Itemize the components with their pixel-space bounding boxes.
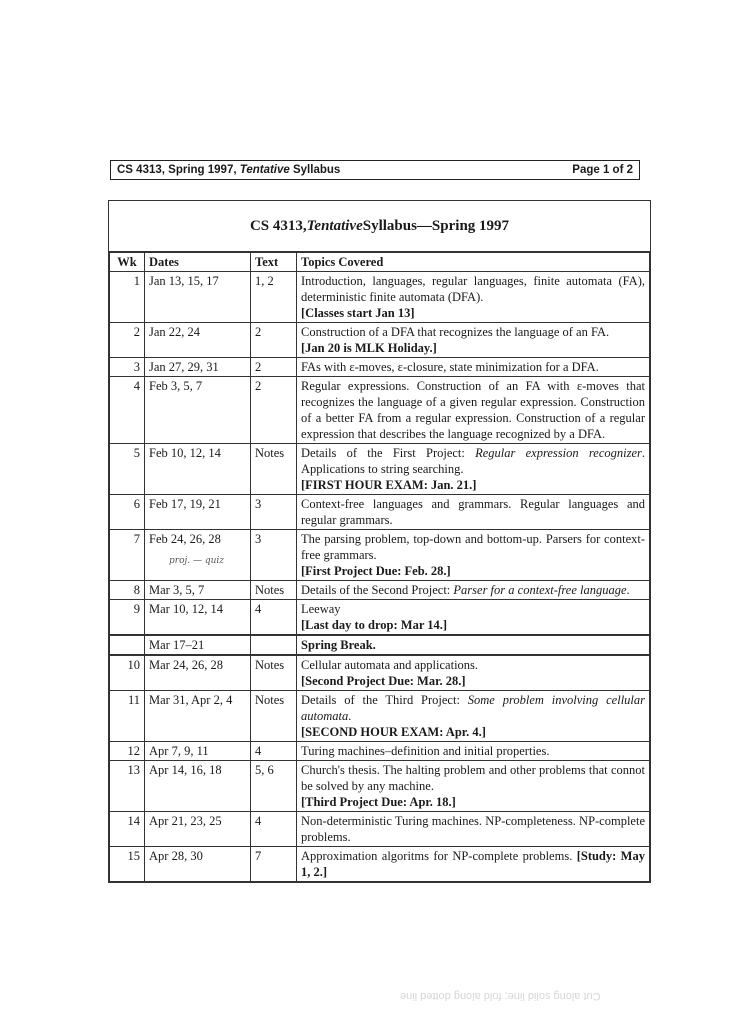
topic-bold-note: [Classes start Jan 13] (301, 306, 415, 320)
text-cell: Notes (251, 444, 297, 495)
topic-text: Details of the First Project: (301, 446, 476, 460)
topic-text: Details of the Second Project: (301, 583, 454, 597)
syllabus-title: CS 4313, Tentative Syllabus—Spring 1997 (109, 201, 650, 252)
table-row (110, 530, 650, 581)
topic-text: Turing machines–definition and initial properties. (301, 744, 550, 758)
dates-text: Apr 14, 16, 18 (149, 763, 222, 777)
text-cell: 3 (251, 530, 297, 581)
topic-bold-note: [Third Project Due: Apr. 18.] (301, 795, 456, 809)
topic-text: Approximation algoritms for NP-complete problems. (301, 849, 577, 863)
topic-text: Leeway (301, 602, 341, 616)
topic-cell (297, 761, 650, 812)
table-row (110, 761, 650, 812)
topic-text: Cellular automata and applications. (301, 658, 479, 672)
topic-cell (297, 742, 650, 761)
table-row (110, 581, 650, 600)
dates-cell (145, 691, 251, 742)
table-header-row (110, 253, 650, 272)
table-row (110, 358, 650, 377)
table-row (110, 635, 650, 655)
text-cell: 3 (251, 495, 297, 530)
topic-bold-note: [FIRST HOUR EXAM: Jan. 21.] (301, 478, 477, 492)
table-row (110, 812, 650, 847)
topic-cell (297, 581, 650, 600)
topic-bold-note: [Jan 20 is MLK Holiday.] (301, 341, 437, 355)
dates-text: Mar 31, Apr 2, 4 (149, 693, 233, 707)
topic-cell (297, 495, 650, 530)
dates-cell (145, 635, 251, 655)
dates-text: Mar 24, 26, 28 (149, 658, 223, 672)
syllabus-box (108, 200, 651, 883)
text-cell: 7 (251, 847, 297, 882)
dates-cell (145, 812, 251, 847)
topic-cell (297, 377, 650, 444)
text-cell: 2 (251, 377, 297, 444)
table-row (110, 444, 650, 495)
week-cell: 11 (110, 691, 145, 742)
text-cell: Notes (251, 581, 297, 600)
table-row (110, 655, 650, 691)
week-cell: 12 (110, 742, 145, 761)
week-cell: 10 (110, 655, 145, 691)
dates-text: Mar 10, 12, 14 (149, 602, 223, 616)
table-row (110, 323, 650, 358)
text-cell: 2 (251, 323, 297, 358)
topic-italic-text: Parser for a context-free language (453, 583, 627, 597)
topic-bold-note: [Second Project Due: Mar. 28.] (301, 674, 466, 688)
topic-cell (297, 323, 650, 358)
topic-cell (297, 691, 650, 742)
table-row (110, 742, 650, 761)
dates-cell (145, 761, 251, 812)
topic-cell (297, 812, 650, 847)
dates-cell (145, 530, 251, 581)
week-cell: 8 (110, 581, 145, 600)
topic-text: Context-free languages and grammars. Regular languages and regular grammars. (301, 497, 645, 527)
text-cell: 4 (251, 812, 297, 847)
text-cell: Notes (251, 691, 297, 742)
dates-text: Feb 10, 12, 14 (149, 446, 221, 460)
topic-text: Non-deterministic Turing machines. NP-completeness. NP-complete problems. (301, 814, 645, 844)
dates-text: Apr 28, 30 (149, 849, 203, 863)
topic-text: Regular expressions. Construction of an FA with ε-moves that recognizes the language of a given regular expression. Construction of a better FA from a regular expression. Construction of a regular expression that describes the language recognized by a DFA. (301, 379, 645, 441)
faint-bleedthrough-text: Cut along solid line; fold along dotted line (400, 990, 601, 1002)
topic-text: Introduction, languages, regular languages, finite automata (FA), deterministic finite automata (DFA). (301, 274, 645, 304)
topic-italic-text: Regular expression recognizer (475, 446, 642, 460)
text-cell (251, 635, 297, 655)
dates-cell (145, 847, 251, 882)
dates-cell (145, 495, 251, 530)
text-cell: 4 (251, 742, 297, 761)
topic-text-continued: . Applications to string searching. (301, 446, 646, 476)
text-cell: Notes (251, 655, 297, 691)
dates-cell (145, 742, 251, 761)
dates-text: Mar 17–21 (149, 638, 205, 652)
dates-cell (145, 377, 251, 444)
week-cell: 13 (110, 761, 145, 812)
topic-text: Details of the Third Project: (301, 693, 468, 707)
dates-text: Jan 22, 24 (149, 325, 201, 339)
topic-italic-text: Some problem involving cellular automata (301, 693, 646, 723)
dates-text: Feb 3, 5, 7 (149, 379, 203, 393)
week-cell: 6 (110, 495, 145, 530)
dates-text: Mar 3, 5, 7 (149, 583, 205, 597)
topic-cell (297, 847, 650, 882)
dates-cell (145, 655, 251, 691)
table-row (110, 377, 650, 444)
topic-cell (297, 655, 650, 691)
text-cell: 5, 6 (251, 761, 297, 812)
topic-bold-note: Spring Break. (301, 638, 376, 652)
topic-text: FAs with ε-moves, ε-closure, state minimization for a DFA. (301, 360, 599, 374)
page-header (110, 160, 640, 180)
week-cell: 14 (110, 812, 145, 847)
dates-cell (145, 272, 251, 323)
syllabus-table (109, 252, 650, 882)
header-title: CS 4313, Spring 1997, Tentative Syllabus (117, 164, 341, 176)
week-cell: 5 (110, 444, 145, 495)
table-row (110, 495, 650, 530)
text-cell: 4 (251, 600, 297, 636)
week-cell: 9 (110, 600, 145, 636)
dates-text: Feb 17, 19, 21 (149, 497, 221, 511)
topic-text: Church's thesis. The halting problem and other problems that connot be solved by any machine. (301, 763, 645, 793)
topic-bold-note: [SECOND HOUR EXAM: Apr. 4.] (301, 725, 486, 739)
text-cell: 2 (251, 358, 297, 377)
dates-text: Apr 21, 23, 25 (149, 814, 222, 828)
handwritten-note: proj. — quiz (169, 556, 225, 566)
dates-cell (145, 600, 251, 636)
column-header-dates: Dates (145, 253, 251, 272)
topic-cell (297, 600, 650, 636)
page-number: Page 1 of 2 (572, 164, 633, 176)
topic-text: Construction of a DFA that recognizes the language of an FA. (301, 325, 610, 339)
dates-text: Feb 24, 26, 28 (149, 532, 221, 546)
dates-cell (145, 323, 251, 358)
topic-text: The parsing problem, top-down and bottom-up. Parsers for context-free grammars. (301, 532, 645, 562)
table-row (110, 600, 650, 636)
topic-text-continued: . (348, 709, 352, 723)
topic-bold-note: [Study: May 1, 2.] (301, 849, 645, 879)
topic-cell (297, 530, 650, 581)
week-cell: 4 (110, 377, 145, 444)
table-row (110, 272, 650, 323)
dates-text: Jan 13, 15, 17 (149, 274, 219, 288)
dates-text: Jan 27, 29, 31 (149, 360, 219, 374)
dates-text: Apr 7, 9, 11 (149, 744, 209, 758)
table-row (110, 691, 650, 742)
week-cell: 1 (110, 272, 145, 323)
topic-cell (297, 272, 650, 323)
column-header-text: Text (251, 253, 297, 272)
topic-bold-note: [Last day to drop: Mar 14.] (301, 618, 448, 632)
week-cell: 2 (110, 323, 145, 358)
column-header-wk: Wk (110, 253, 145, 272)
topic-cell (297, 444, 650, 495)
topic-bold-note: [First Project Due: Feb. 28.] (301, 564, 451, 578)
table-row (110, 847, 650, 882)
topic-text-continued: . (626, 583, 630, 597)
dates-cell (145, 444, 251, 495)
topic-cell (297, 358, 650, 377)
column-header-topics: Topics Covered (297, 253, 650, 272)
topic-cell (297, 635, 650, 655)
dates-cell (145, 581, 251, 600)
week-cell (110, 635, 145, 655)
text-cell: 1, 2 (251, 272, 297, 323)
dates-cell (145, 358, 251, 377)
week-cell: 7 (110, 530, 145, 581)
week-cell: 15 (110, 847, 145, 882)
week-cell: 3 (110, 358, 145, 377)
